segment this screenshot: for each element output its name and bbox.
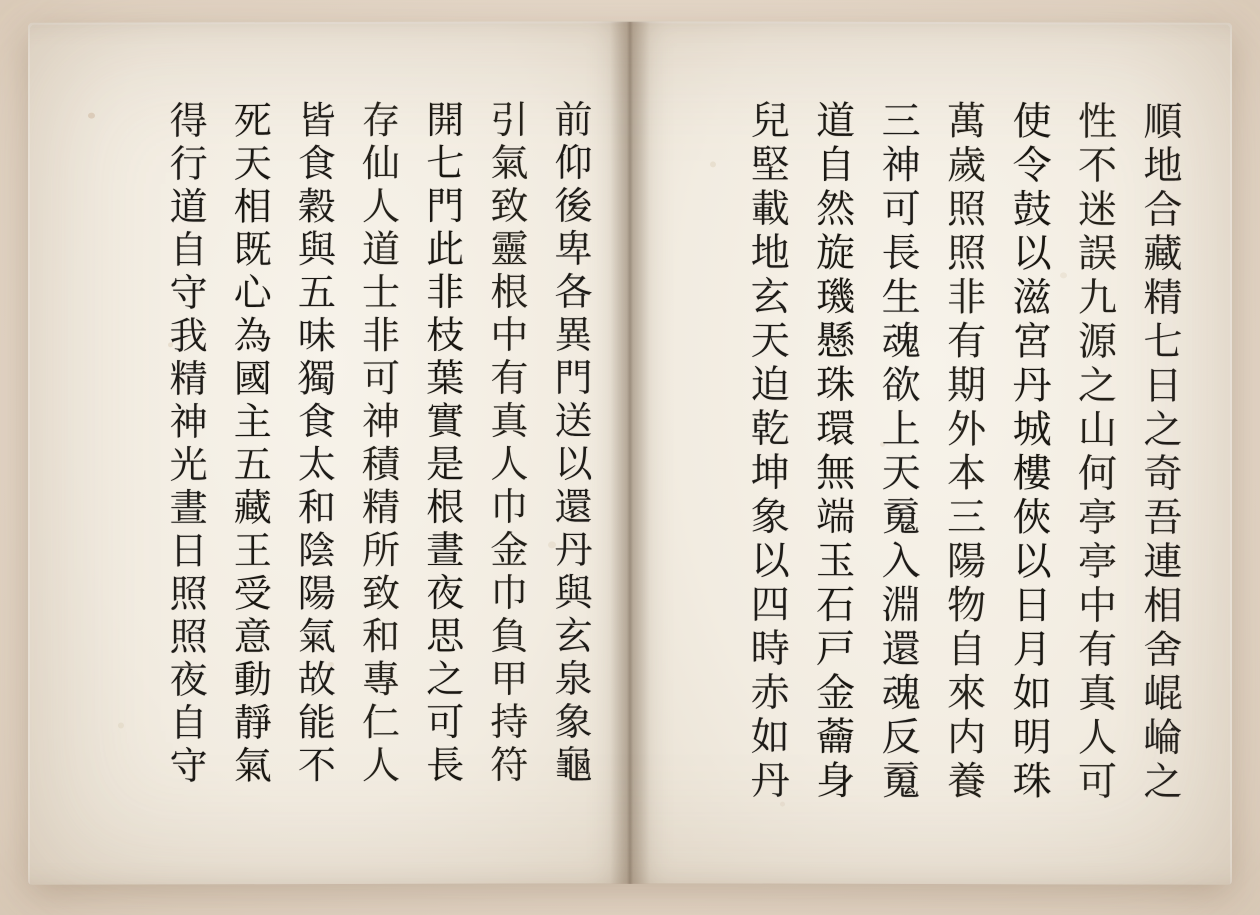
text-column: 性不迷誤九源之山何亭亭中有真人可	[1071, 100, 1117, 805]
text-column: 萬歲照照非有期外本三陽物自來内養	[940, 100, 986, 805]
text-column: 死天相既心為國主五藏王受意動靜氣	[227, 100, 272, 789]
text-column: 兒堅載地玄天迫乾坤象以四時赤如丹	[744, 99, 790, 804]
text-column: 得行道自守我精神光晝日照照夜自守	[163, 100, 208, 789]
open-book	[28, 22, 1232, 884]
text-column: 皆食穀與五味獨食太和陰陽氣故能不	[291, 99, 336, 789]
text-column: 三神可長生魂欲上天䰟入淵還魂反䰟	[875, 99, 921, 804]
right-page	[630, 21, 1232, 885]
text-column: 開七門此非枝葉實是根晝夜思之可長	[419, 99, 464, 788]
text-column: 使令鼓以滋宮丹城樓俠以日月如明珠	[1006, 100, 1052, 805]
text-column: 存仙人道士非可神積精所致和專仁人	[355, 99, 400, 788]
left-page-text-block	[28, 21, 630, 885]
text-column: 前仰後卑各異門送以還丹與玄泉象龜	[548, 99, 592, 788]
text-column: 順地合藏精七日之奇吾連相舍崐崘之	[1137, 100, 1182, 805]
left-page	[28, 21, 630, 885]
text-column: 道自然旋璣懸珠環無端玉石戸金蘥身	[809, 99, 855, 804]
text-column: 引氣致靈根中有真人巾金巾負甲持符	[483, 99, 528, 788]
right-page-text-block	[630, 21, 1232, 885]
